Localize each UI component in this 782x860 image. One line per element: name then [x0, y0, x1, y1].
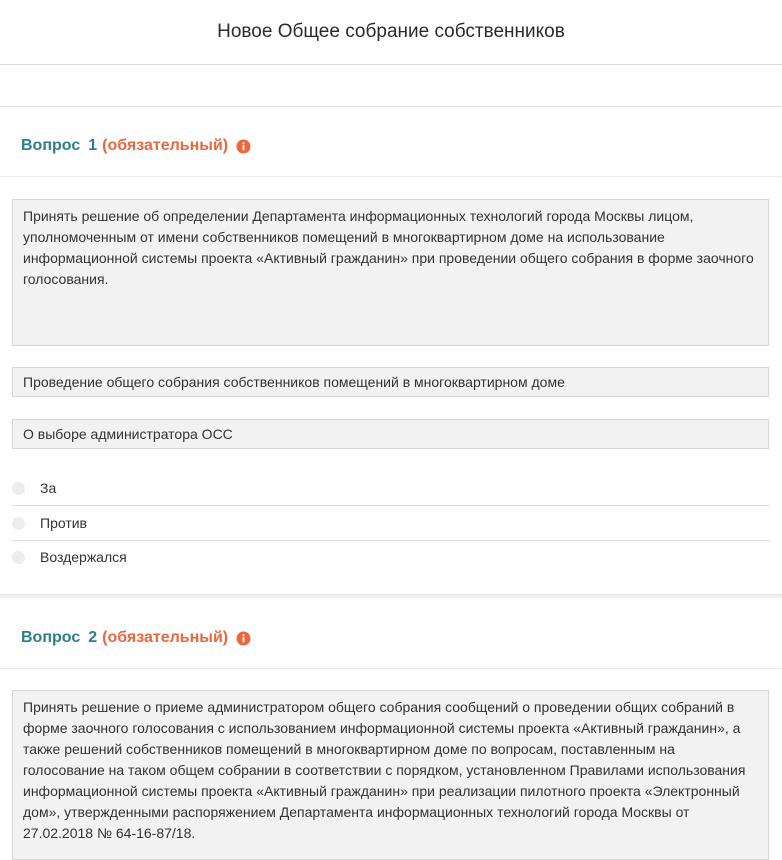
divider	[0, 176, 782, 177]
topic-field: Проведение общего собрания собственников помещений в многоквартирном доме	[12, 367, 769, 397]
question-2-title	[21, 629, 251, 647]
question-label: Вопрос	[21, 629, 81, 646]
question-number: 2	[88, 629, 98, 646]
subtopic-field: О выборе администратора ОСС	[12, 419, 769, 449]
info-icon[interactable]	[236, 139, 251, 154]
question-text: Принять решение о приеме администратором общего собрания сообщений о проведении общих собраний в форме заочного голосования с использованием информационной системы проекта «Активный гражданин», а также решений собственников помещений в многоквартирном доме по вопросам, поставленным на голосование на таком общем собрании в соответствии с порядком, установленном Правилами использования информационной системы проекта «Активный гражданин» при реализации пилотного проекта «Электронный дом», утвержденными распоряжением Департамента информационных технологий города Москвы от 27.02.2018 № 64-16-87/18.	[12, 690, 769, 860]
option-label: За	[40, 480, 57, 496]
question-1-title	[21, 137, 251, 155]
option-against[interactable]	[12, 506, 770, 540]
option-label: Воздержался	[40, 549, 127, 565]
radio-button[interactable]	[12, 517, 25, 530]
option-label: Против	[40, 515, 87, 531]
question-number: 1	[88, 137, 98, 154]
page-title: Новое Общее собрание собственников	[217, 21, 565, 42]
question-label: Вопрос	[21, 137, 81, 154]
option-abstain[interactable]	[12, 540, 770, 574]
info-icon[interactable]	[236, 631, 251, 646]
required-label: (обязательный)	[102, 629, 229, 646]
section-separator	[0, 594, 782, 600]
divider	[0, 668, 782, 669]
page-header	[0, 0, 782, 65]
question-text: Принять решение об определении Департамента информационных технологий города Москвы лицом, уполномоченным от имени собственников помещений в многоквартирном доме на использование информационной системы проекта «Активный гражданин» при проведении общего собрания в форме заочного голосования.	[12, 199, 769, 346]
option-for[interactable]	[12, 471, 770, 505]
required-label: (обязательный)	[102, 137, 229, 154]
radio-button[interactable]	[12, 551, 25, 564]
radio-button[interactable]	[12, 482, 25, 495]
sub-bar	[0, 65, 782, 107]
